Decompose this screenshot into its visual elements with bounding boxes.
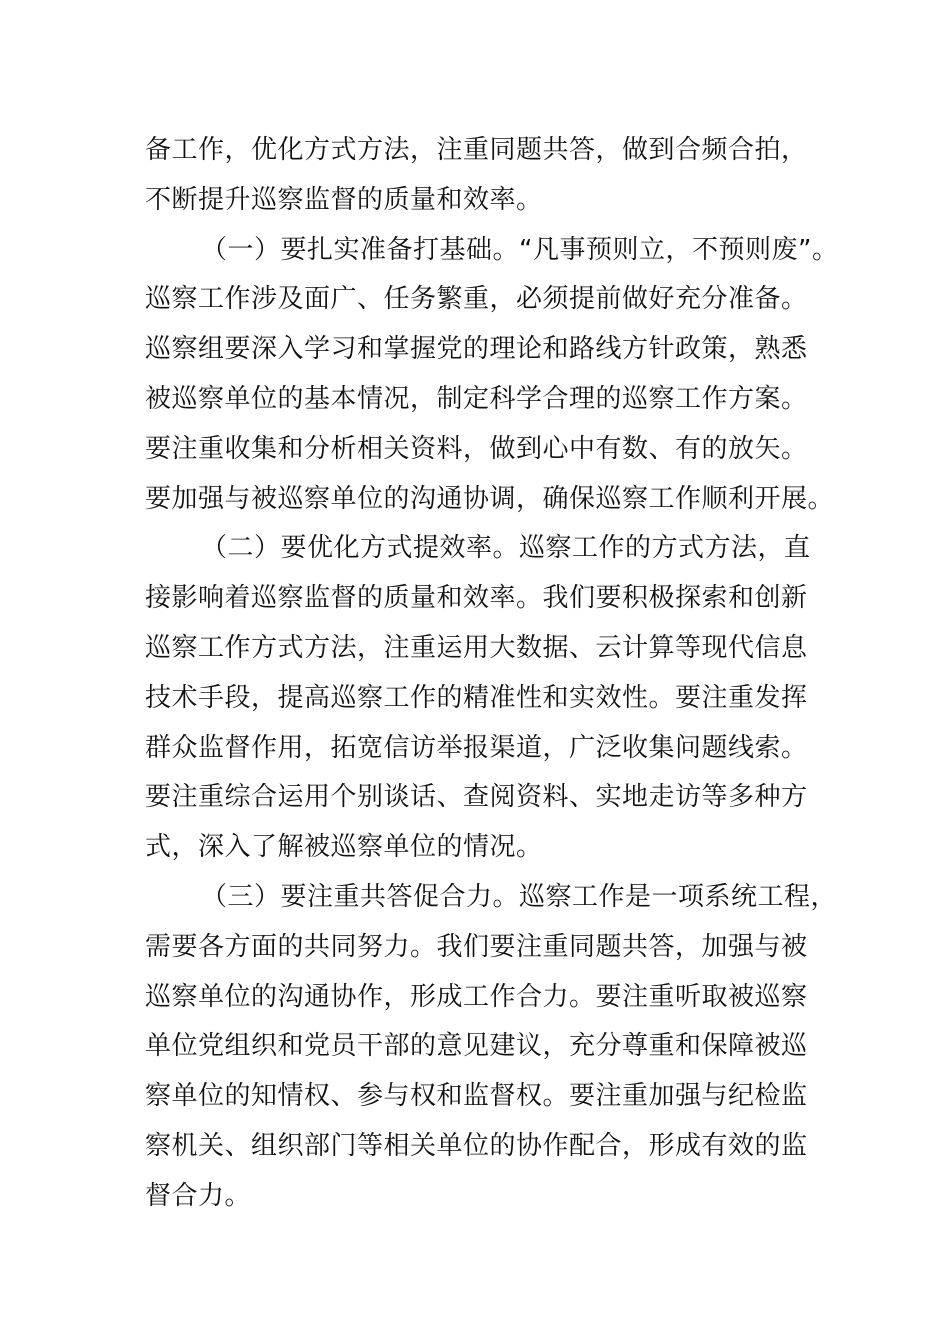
- text-line: 接影响着巡察监督的质量和效率。我们要积极探索和创新: [145, 583, 808, 614]
- text-line: 巡察组要深入学习和掌握党的理论和路线方针政策，熟悉: [145, 334, 808, 365]
- body-text: [145, 126, 839, 1222]
- text-line: 式，深入了解被巡察单位的情况。: [145, 832, 543, 863]
- section-heading-line: （二）要优化方式提效率。巡察工作的方式方法，直: [201, 533, 811, 564]
- text-line: 群众监督作用，拓宽信访举报渠道，广泛收集问题线索。: [145, 732, 808, 763]
- text-line: 巡察工作方式方法，注重运用大数据、云计算等现代信息: [145, 632, 808, 663]
- text-line: 要注重收集和分析相关资料，做到心中有数、有的放矢。: [145, 433, 808, 464]
- text-line: 技术手段，提高巡察工作的精准性和实效性。要注重发挥: [145, 682, 808, 713]
- text-line: 察单位的知情权、参与权和监督权。要注重加强与纪检监: [145, 1081, 808, 1112]
- text-line: 单位党组织和党员干部的意见建议，充分尊重和保障被巡: [145, 1031, 808, 1062]
- text-line: 察机关、组织部门等相关单位的协作配合，形成有效的监: [145, 1130, 808, 1161]
- text-line: 不断提升巡察监督的质量和效率。: [145, 184, 543, 215]
- text-line: 要注重综合运用个别谈话、查阅资料、实地走访等多种方: [145, 782, 808, 813]
- text-line: 需要各方面的共同努力。我们要注重同题共答，加强与被: [145, 931, 808, 962]
- text-line: 被巡察单位的基本情况，制定科学合理的巡察工作方案。: [145, 383, 808, 414]
- text-line: 备工作，优化方式方法，注重同题共答，做到合频合拍，: [145, 135, 808, 165]
- text-line: 要加强与被巡察单位的沟通协调，确保巡察工作顺利开展。: [145, 483, 835, 514]
- text-line: 巡察工作涉及面广、任务繁重，必须提前做好充分准备。: [145, 284, 808, 315]
- text-line: 督合力。: [145, 1180, 252, 1211]
- section-heading-line: （一）要扎实准备打基础。“凡事预则立，不预则废”。: [201, 234, 839, 265]
- text-line: 巡察单位的沟通协作，形成工作合力。要注重听取被巡察: [145, 981, 808, 1012]
- section-heading-line: （三）要注重共答促合力。巡察工作是一项系统工程，: [201, 881, 838, 912]
